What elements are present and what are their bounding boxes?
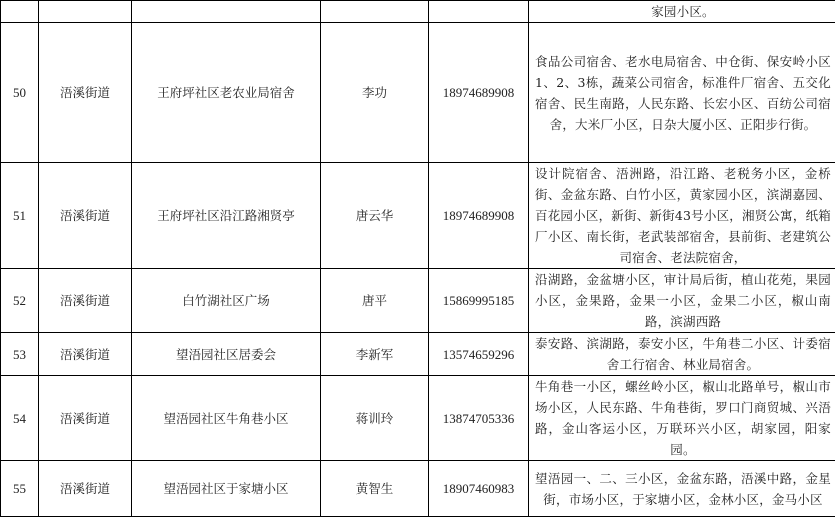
row-number bbox=[1, 1, 39, 23]
phone-cell: 13574659296 bbox=[429, 333, 529, 376]
phone-cell: 15869995185 bbox=[429, 269, 529, 333]
table-row bbox=[1, 333, 835, 376]
site-cell: 王府坪社区老农业局宿舍 bbox=[132, 23, 321, 163]
contact-person-cell: 蒋训玲 bbox=[321, 376, 429, 461]
site-cell: 白竹湖社区广场 bbox=[132, 269, 321, 333]
row-number: 54 bbox=[1, 376, 39, 461]
street-cell: 浯溪街道 bbox=[39, 269, 132, 333]
contact-person-cell: 李新军 bbox=[321, 333, 429, 376]
table-row bbox=[1, 1, 835, 23]
row-number: 51 bbox=[1, 163, 39, 269]
coverage-areas-cell: 沿湖路，金盆塘小区，审计局后街，植山花苑，果园小区，金果路，金果一小区，金果二小区，椒山南路，滨湖西路 bbox=[529, 269, 835, 333]
site-cell: 望浯园社区居委会 bbox=[132, 333, 321, 376]
phone-cell: 13874705336 bbox=[429, 376, 529, 461]
row-number: 55 bbox=[1, 461, 39, 517]
coverage-areas-cell: 泰安路、滨湖路，泰安小区，牛角巷二小区、计委宿舍工行宿舍、林业局宿舍。 bbox=[529, 333, 835, 376]
site-cell: 王府坪社区沿江路湘贤亭 bbox=[132, 163, 321, 269]
street-cell: 浯溪街道 bbox=[39, 461, 132, 517]
table-row bbox=[1, 461, 835, 517]
site-cell: 望浯园社区牛角巷小区 bbox=[132, 376, 321, 461]
row-number: 50 bbox=[1, 23, 39, 163]
row-number: 53 bbox=[1, 333, 39, 376]
street-cell: 浯溪街道 bbox=[39, 163, 132, 269]
site-cell: 望浯园社区于家塘小区 bbox=[132, 461, 321, 517]
coverage-areas-cell: 设计院宿舍、浯洲路，沿江路、老税务小区，金桥街、金盆东路、白竹小区，黄家园小区，滨湖嘉园、百花园小区，新街、新街43号小区，湘贤公寓，纸箱厂小区、南长街，老武装部宿舍，县前街、老建筑公司宿舍、老法院宿舍， bbox=[529, 163, 835, 269]
site-cell bbox=[132, 1, 321, 23]
coverage-areas-cell: 食品公司宿舍、老水电局宿舍、中仓街、保安岭小区1、2、3栋，蔬菜公司宿舍，标准件厂宿舍、五交化宿舍、民生南路，人民东路、长宏小区、百纺公司宿舍，大米厂小区，日杂大厦小区、正阳步行街。 bbox=[529, 23, 835, 163]
contact-person-cell: 李功 bbox=[321, 23, 429, 163]
contact-person-cell: 唐云华 bbox=[321, 163, 429, 269]
coverage-areas-cell: 牛角巷一小区，螺丝岭小区，椒山北路单号，椒山市场小区，人民东路、牛角巷街，罗口门商贸城、兴浯路，金山客运小区，万联环兴小区，胡家园，阳家园。 bbox=[529, 376, 835, 461]
street-cell: 浯溪街道 bbox=[39, 23, 132, 163]
table-row bbox=[1, 23, 835, 163]
phone-cell bbox=[429, 1, 529, 23]
table-row bbox=[1, 376, 835, 461]
contact-person-cell: 黄智生 bbox=[321, 461, 429, 517]
contact-person-cell bbox=[321, 1, 429, 23]
table-row bbox=[1, 163, 835, 269]
phone-cell: 18907460983 bbox=[429, 461, 529, 517]
phone-cell: 18974689908 bbox=[429, 163, 529, 269]
contact-person-cell: 唐平 bbox=[321, 269, 429, 333]
phone-cell: 18974689908 bbox=[429, 23, 529, 163]
street-cell: 浯溪街道 bbox=[39, 333, 132, 376]
table-row bbox=[1, 269, 835, 333]
coverage-areas-cell: 望浯园一、二、三小区，金盆东路，浯溪中路，金星街，市场小区，于家塘小区，金林小区，金马小区 bbox=[529, 461, 835, 517]
row-number: 52 bbox=[1, 269, 39, 333]
street-cell: 浯溪街道 bbox=[39, 376, 132, 461]
coverage-areas-cell: 家园小区。 bbox=[529, 1, 835, 23]
street-cell bbox=[39, 1, 132, 23]
